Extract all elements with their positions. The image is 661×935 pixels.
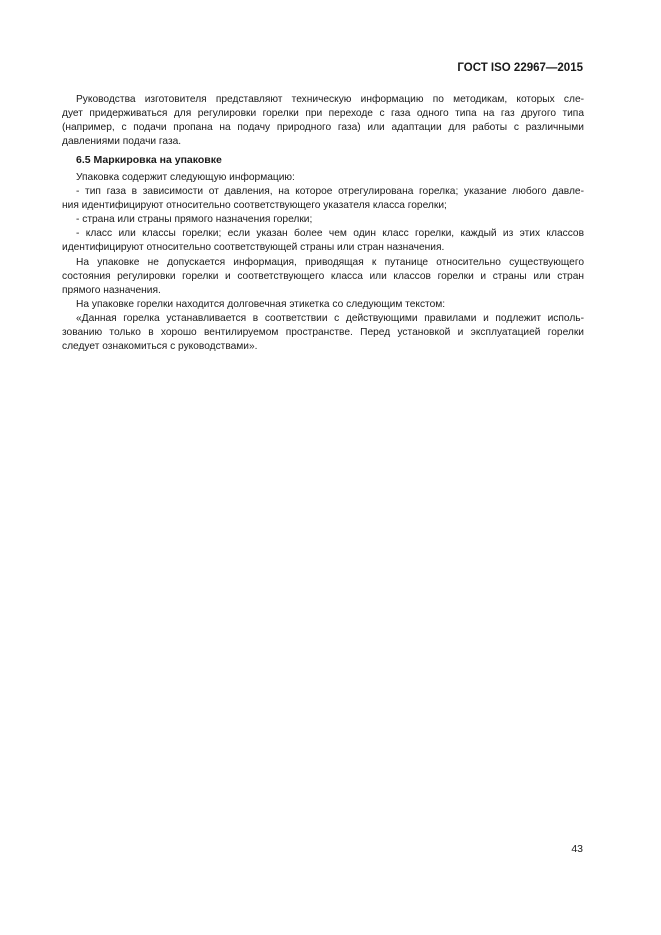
- text-line: давлениями подачи газа.: [62, 136, 182, 148]
- text-line: состояния регулировки горелки и соответствующего класса или классов горелки и страны или стран: [62, 270, 584, 282]
- text-line: - страна или страны прямого назначения горелки;: [76, 214, 313, 226]
- text-line: следует ознакомиться с руководствами».: [62, 341, 258, 353]
- text-line: - тип газа в зависимости от давления, на которое отрегулирована горелка; указание любого давле-: [76, 186, 584, 198]
- text-line: идентифицируют относительно соответствующей страны или стран назначения.: [62, 242, 445, 254]
- section-body: [62, 171, 584, 354]
- intro-paragraph: [62, 93, 584, 149]
- text-line: прямого назначения.: [62, 284, 161, 296]
- text-line: На упаковке горелки находится долговечная этикетка со следующим текстом:: [76, 298, 446, 310]
- text-line: дует придерживаться для регулировки горелки при переходе с газа одного типа на газ другого типа: [62, 108, 584, 120]
- text-line: На упаковке не допускается информация, приводящая к путанице относительно существующего: [76, 256, 584, 268]
- text-line: (например, с подачи пропана на подачу природного газа) или адаптации для работы с различными: [62, 122, 584, 134]
- text-line: Руководства изготовителя представляют техническую информацию по методикам, которых сле-: [76, 94, 584, 105]
- document-id-header: ГОСТ ISO 22967—2015: [457, 62, 583, 74]
- text-line: - класс или классы горелки; если указан более чем один класс горелки, каждый из этих классов: [76, 228, 584, 240]
- text-line: ния идентифицируют относительно соответствующего указателя класса горелки;: [62, 200, 447, 212]
- text-line: Упаковка содержит следующую информацию:: [76, 172, 295, 183]
- text-line: зованию только в хорошо вентилируемом пространстве. Перед установкой и эксплуатацией горелки: [62, 327, 584, 339]
- text-line: «Данная горелка устанавливается в соответствии с действующими правилами и подлежит исполь-: [76, 312, 584, 324]
- section-heading: 6.5 Маркировка на упаковке: [76, 154, 222, 166]
- page-number: 43: [571, 843, 583, 855]
- section-6-5: [62, 153, 584, 354]
